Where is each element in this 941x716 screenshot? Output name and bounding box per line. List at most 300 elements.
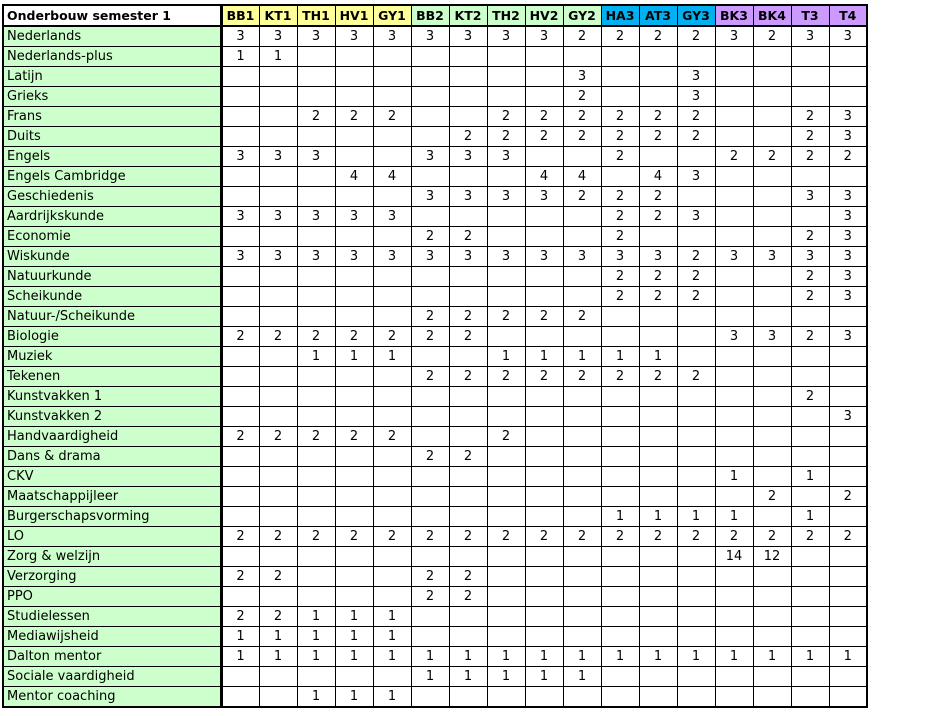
hours-cell: [563, 587, 601, 607]
table-row: [3, 687, 867, 708]
hours-cell: 2: [563, 127, 601, 147]
hours-cell: [373, 487, 411, 507]
hours-cell: 2: [601, 367, 639, 387]
subject-label: Latijn: [3, 67, 221, 87]
hours-cell: 3: [525, 247, 563, 267]
table-row: [3, 167, 867, 187]
hours-cell: [601, 607, 639, 627]
hours-cell: [487, 547, 525, 567]
hours-cell: [753, 407, 791, 427]
hours-cell: 2: [411, 367, 449, 387]
hours-cell: 2: [449, 307, 487, 327]
hours-cell: [297, 547, 335, 567]
hours-cell: [487, 67, 525, 87]
hours-cell: [639, 47, 677, 67]
hours-cell: 3: [525, 187, 563, 207]
hours-cell: 1: [373, 347, 411, 367]
hours-cell: [411, 287, 449, 307]
hours-cell: 1: [791, 647, 829, 667]
hours-cell: [753, 567, 791, 587]
hours-cell: [259, 507, 297, 527]
hours-cell: 3: [297, 147, 335, 167]
hours-cell: [753, 127, 791, 147]
hours-cell: [221, 127, 259, 147]
hours-cell: 1: [487, 647, 525, 667]
subject-label: Mediawijsheid: [3, 627, 221, 647]
hours-cell: [563, 267, 601, 287]
hours-cell: 2: [411, 527, 449, 547]
hours-cell: 1: [715, 507, 753, 527]
hours-cell: 1: [297, 647, 335, 667]
hours-cell: [221, 347, 259, 367]
hours-cell: [373, 147, 411, 167]
hours-cell: [601, 67, 639, 87]
hours-cell: [639, 327, 677, 347]
hours-cell: [221, 307, 259, 327]
hours-cell: [449, 387, 487, 407]
hours-cell: [335, 667, 373, 687]
hours-cell: [335, 447, 373, 467]
subject-label: Natuur-/Scheikunde: [3, 307, 221, 327]
hours-cell: 1: [487, 347, 525, 367]
hours-cell: [259, 547, 297, 567]
hours-cell: 2: [525, 107, 563, 127]
hours-cell: [487, 627, 525, 647]
hours-cell: [563, 447, 601, 467]
table-row: [3, 647, 867, 667]
subject-label: Verzorging: [3, 567, 221, 587]
hours-cell: [297, 127, 335, 147]
hours-cell: [791, 487, 829, 507]
hours-cell: [525, 227, 563, 247]
hours-cell: 2: [677, 107, 715, 127]
column-header-gy1: GY1: [373, 5, 411, 26]
hours-cell: [335, 267, 373, 287]
hours-cell: [753, 347, 791, 367]
hours-cell: 1: [677, 507, 715, 527]
hours-cell: [791, 427, 829, 447]
hours-cell: 2: [411, 587, 449, 607]
hours-cell: [411, 507, 449, 527]
hours-cell: [791, 87, 829, 107]
hours-cell: [715, 567, 753, 587]
hours-cell: [525, 447, 563, 467]
hours-cell: [411, 407, 449, 427]
subject-label: Maatschappijleer: [3, 487, 221, 507]
hours-cell: [259, 67, 297, 87]
hours-cell: 2: [791, 267, 829, 287]
hours-cell: 2: [335, 427, 373, 447]
hours-cell: 3: [487, 147, 525, 167]
hours-cell: 3: [411, 147, 449, 167]
hours-cell: [297, 587, 335, 607]
hours-cell: 1: [677, 647, 715, 667]
hours-cell: 2: [829, 147, 867, 167]
hours-cell: 2: [601, 127, 639, 147]
column-header-hv1: HV1: [335, 5, 373, 26]
subject-label: Frans: [3, 107, 221, 127]
subject-label: Studielessen: [3, 607, 221, 627]
hours-cell: 3: [221, 247, 259, 267]
hours-cell: 2: [373, 527, 411, 547]
hours-cell: [563, 427, 601, 447]
table-row: [3, 327, 867, 347]
hours-cell: [411, 167, 449, 187]
table-body: [3, 26, 867, 707]
hours-cell: [639, 587, 677, 607]
hours-cell: 2: [221, 327, 259, 347]
hours-cell: 3: [829, 207, 867, 227]
table-row: [3, 287, 867, 307]
hours-cell: [715, 627, 753, 647]
hours-cell: [373, 287, 411, 307]
hours-cell: [601, 567, 639, 587]
hours-cell: [373, 127, 411, 147]
hours-cell: 3: [335, 207, 373, 227]
hours-cell: 1: [525, 347, 563, 367]
hours-cell: 2: [563, 307, 601, 327]
hours-cell: 3: [791, 26, 829, 47]
hours-cell: 2: [791, 127, 829, 147]
hours-cell: 2: [411, 327, 449, 347]
hours-cell: 2: [715, 527, 753, 547]
hours-cell: 2: [601, 187, 639, 207]
hours-cell: [297, 167, 335, 187]
table-title: Onderbouw semester 1: [3, 5, 221, 26]
hours-cell: [373, 187, 411, 207]
hours-cell: 2: [677, 367, 715, 387]
hours-cell: [411, 107, 449, 127]
hours-cell: [715, 267, 753, 287]
hours-cell: [639, 307, 677, 327]
hours-cell: [677, 147, 715, 167]
hours-cell: [221, 467, 259, 487]
hours-cell: [259, 487, 297, 507]
hours-cell: [715, 187, 753, 207]
hours-cell: [715, 127, 753, 147]
hours-cell: 2: [601, 227, 639, 247]
hours-cell: [525, 387, 563, 407]
hours-cell: [753, 387, 791, 407]
hours-cell: 2: [411, 567, 449, 587]
subject-label: Mentor coaching: [3, 687, 221, 708]
hours-cell: [525, 627, 563, 647]
hours-cell: 2: [487, 367, 525, 387]
table-row: [3, 427, 867, 447]
hours-cell: [525, 87, 563, 107]
table-row: [3, 307, 867, 327]
hours-cell: 3: [715, 327, 753, 347]
column-header-gy2: GY2: [563, 5, 601, 26]
hours-cell: 2: [601, 267, 639, 287]
hours-cell: [297, 87, 335, 107]
hours-cell: 4: [335, 167, 373, 187]
subject-label: Duits: [3, 127, 221, 147]
hours-cell: [563, 487, 601, 507]
hours-cell: 1: [639, 647, 677, 667]
hours-cell: 2: [221, 427, 259, 447]
hours-cell: [259, 127, 297, 147]
hours-cell: 1: [411, 667, 449, 687]
hours-cell: [335, 127, 373, 147]
hours-cell: 3: [829, 287, 867, 307]
hours-cell: 3: [563, 67, 601, 87]
hours-cell: 2: [449, 527, 487, 547]
hours-cell: [449, 407, 487, 427]
hours-cell: [221, 387, 259, 407]
table-row: [3, 367, 867, 387]
hours-cell: 1: [259, 627, 297, 647]
hours-cell: 2: [753, 487, 791, 507]
hours-cell: [639, 407, 677, 427]
hours-cell: 2: [753, 147, 791, 167]
subject-label: Tekenen: [3, 367, 221, 387]
hours-cell: 1: [373, 647, 411, 667]
hours-cell: [715, 207, 753, 227]
hours-cell: 2: [563, 367, 601, 387]
hours-cell: 2: [677, 247, 715, 267]
hours-cell: [753, 667, 791, 687]
hours-cell: 2: [829, 527, 867, 547]
hours-cell: [487, 87, 525, 107]
hours-cell: 1: [373, 607, 411, 627]
hours-cell: [563, 407, 601, 427]
hours-cell: [715, 87, 753, 107]
hours-cell: [677, 567, 715, 587]
hours-cell: [259, 107, 297, 127]
table-row: [3, 387, 867, 407]
hours-cell: 1: [373, 687, 411, 708]
table-row: [3, 107, 867, 127]
hours-cell: 1: [715, 467, 753, 487]
hours-cell: 2: [449, 567, 487, 587]
hours-cell: [259, 407, 297, 427]
hours-cell: [335, 547, 373, 567]
hours-cell: 2: [487, 107, 525, 127]
hours-cell: [525, 147, 563, 167]
hours-cell: [677, 387, 715, 407]
hours-cell: 2: [563, 107, 601, 127]
hours-cell: [335, 287, 373, 307]
hours-cell: [525, 567, 563, 587]
subject-label: Sociale vaardigheid: [3, 667, 221, 687]
hours-cell: [525, 467, 563, 487]
hours-cell: [753, 167, 791, 187]
hours-cell: 2: [639, 367, 677, 387]
hours-cell: 3: [677, 67, 715, 87]
hours-cell: 2: [791, 147, 829, 167]
hours-cell: [639, 687, 677, 708]
hours-cell: 2: [335, 107, 373, 127]
hours-cell: [525, 507, 563, 527]
table-row: [3, 407, 867, 427]
hours-cell: [829, 67, 867, 87]
hours-cell: [259, 587, 297, 607]
hours-cell: [297, 407, 335, 427]
hours-cell: 3: [829, 26, 867, 47]
hours-cell: [297, 447, 335, 467]
hours-cell: [791, 167, 829, 187]
hours-cell: 1: [221, 627, 259, 647]
hours-cell: [221, 107, 259, 127]
hours-cell: 1: [791, 467, 829, 487]
hours-cell: [753, 227, 791, 247]
hours-cell: [601, 407, 639, 427]
hours-cell: 1: [335, 647, 373, 667]
hours-cell: [335, 147, 373, 167]
subject-label: Dalton mentor: [3, 647, 221, 667]
hours-cell: [373, 367, 411, 387]
hours-cell: [677, 687, 715, 708]
hours-cell: [753, 287, 791, 307]
hours-cell: [753, 607, 791, 627]
hours-cell: [411, 387, 449, 407]
hours-cell: 1: [639, 507, 677, 527]
hours-cell: [829, 667, 867, 687]
table-row: [3, 547, 867, 567]
hours-cell: [563, 567, 601, 587]
hours-cell: [525, 287, 563, 307]
hours-cell: 3: [335, 26, 373, 47]
hours-cell: 2: [411, 447, 449, 467]
hours-cell: [525, 587, 563, 607]
hours-cell: 2: [677, 127, 715, 147]
hours-cell: [259, 687, 297, 708]
hours-cell: 3: [563, 247, 601, 267]
hours-cell: [639, 467, 677, 487]
hours-cell: 1: [753, 647, 791, 667]
hours-cell: 3: [829, 187, 867, 207]
hours-cell: [449, 607, 487, 627]
hours-cell: 3: [791, 247, 829, 267]
hours-cell: [829, 387, 867, 407]
hours-cell: [373, 467, 411, 487]
hours-cell: [639, 627, 677, 647]
hours-cell: 1: [221, 647, 259, 667]
hours-cell: 2: [221, 607, 259, 627]
hours-cell: 2: [487, 127, 525, 147]
hours-cell: 2: [601, 26, 639, 47]
table-row: [3, 347, 867, 367]
hours-cell: [677, 447, 715, 467]
hours-cell: 3: [373, 207, 411, 227]
hours-cell: 2: [449, 127, 487, 147]
hours-cell: [221, 587, 259, 607]
hours-cell: [563, 47, 601, 67]
hours-cell: [297, 47, 335, 67]
hours-cell: [715, 587, 753, 607]
hours-cell: [715, 687, 753, 708]
hours-cell: 2: [563, 527, 601, 547]
hours-cell: 3: [829, 127, 867, 147]
hours-cell: [373, 387, 411, 407]
hours-cell: [753, 87, 791, 107]
hours-cell: 1: [525, 647, 563, 667]
hours-cell: [221, 287, 259, 307]
hours-cell: [715, 387, 753, 407]
hours-cell: [487, 507, 525, 527]
hours-cell: 2: [373, 327, 411, 347]
hours-cell: [297, 567, 335, 587]
hours-cell: [525, 687, 563, 708]
hours-cell: 2: [259, 607, 297, 627]
hours-cell: [221, 687, 259, 708]
hours-cell: [791, 347, 829, 367]
hours-cell: 3: [715, 247, 753, 267]
subject-label: Grieks: [3, 87, 221, 107]
hours-cell: [411, 207, 449, 227]
hours-cell: 2: [639, 187, 677, 207]
hours-cell: [221, 447, 259, 467]
hours-cell: 2: [297, 527, 335, 547]
hours-cell: [259, 387, 297, 407]
subject-label: Burgerschapsvorming: [3, 507, 221, 527]
hours-cell: [373, 567, 411, 587]
hours-cell: [335, 187, 373, 207]
hours-cell: [791, 47, 829, 67]
hours-cell: 1: [335, 627, 373, 647]
hours-cell: [791, 687, 829, 708]
hours-cell: 2: [487, 307, 525, 327]
hours-cell: 2: [639, 207, 677, 227]
hours-cell: 2: [753, 527, 791, 547]
hours-cell: [221, 407, 259, 427]
hours-cell: 2: [221, 567, 259, 587]
hours-cell: [563, 227, 601, 247]
hours-cell: [563, 687, 601, 708]
hours-cell: 3: [601, 247, 639, 267]
hours-cell: [373, 587, 411, 607]
hours-cell: [829, 427, 867, 447]
subject-label: Engels Cambridge: [3, 167, 221, 187]
hours-cell: [791, 67, 829, 87]
hours-cell: [715, 607, 753, 627]
hours-cell: [563, 207, 601, 227]
hours-cell: [753, 67, 791, 87]
hours-cell: 3: [677, 87, 715, 107]
hours-cell: [411, 467, 449, 487]
hours-cell: [677, 427, 715, 447]
subject-label: Handvaardigheid: [3, 427, 221, 447]
hours-cell: [639, 387, 677, 407]
hours-cell: 3: [829, 227, 867, 247]
table-row: [3, 527, 867, 547]
hours-cell: [639, 87, 677, 107]
subject-label: Kunstvakken 2: [3, 407, 221, 427]
hours-cell: [259, 167, 297, 187]
hours-cell: [259, 667, 297, 687]
hours-cell: [373, 307, 411, 327]
hours-cell: 3: [449, 247, 487, 267]
hours-cell: 1: [563, 647, 601, 667]
hours-cell: 2: [677, 287, 715, 307]
hours-cell: [525, 407, 563, 427]
hours-cell: 1: [601, 647, 639, 667]
hours-cell: [221, 547, 259, 567]
hours-cell: [715, 287, 753, 307]
hours-cell: [639, 147, 677, 167]
hours-cell: 1: [791, 507, 829, 527]
hours-cell: [829, 167, 867, 187]
hours-cell: 1: [563, 347, 601, 367]
hours-cell: 3: [829, 107, 867, 127]
hours-cell: [259, 267, 297, 287]
hours-cell: 2: [677, 267, 715, 287]
hours-cell: [335, 227, 373, 247]
hours-cell: 2: [259, 427, 297, 447]
column-header-gy3: GY3: [677, 5, 715, 26]
hours-cell: [487, 207, 525, 227]
